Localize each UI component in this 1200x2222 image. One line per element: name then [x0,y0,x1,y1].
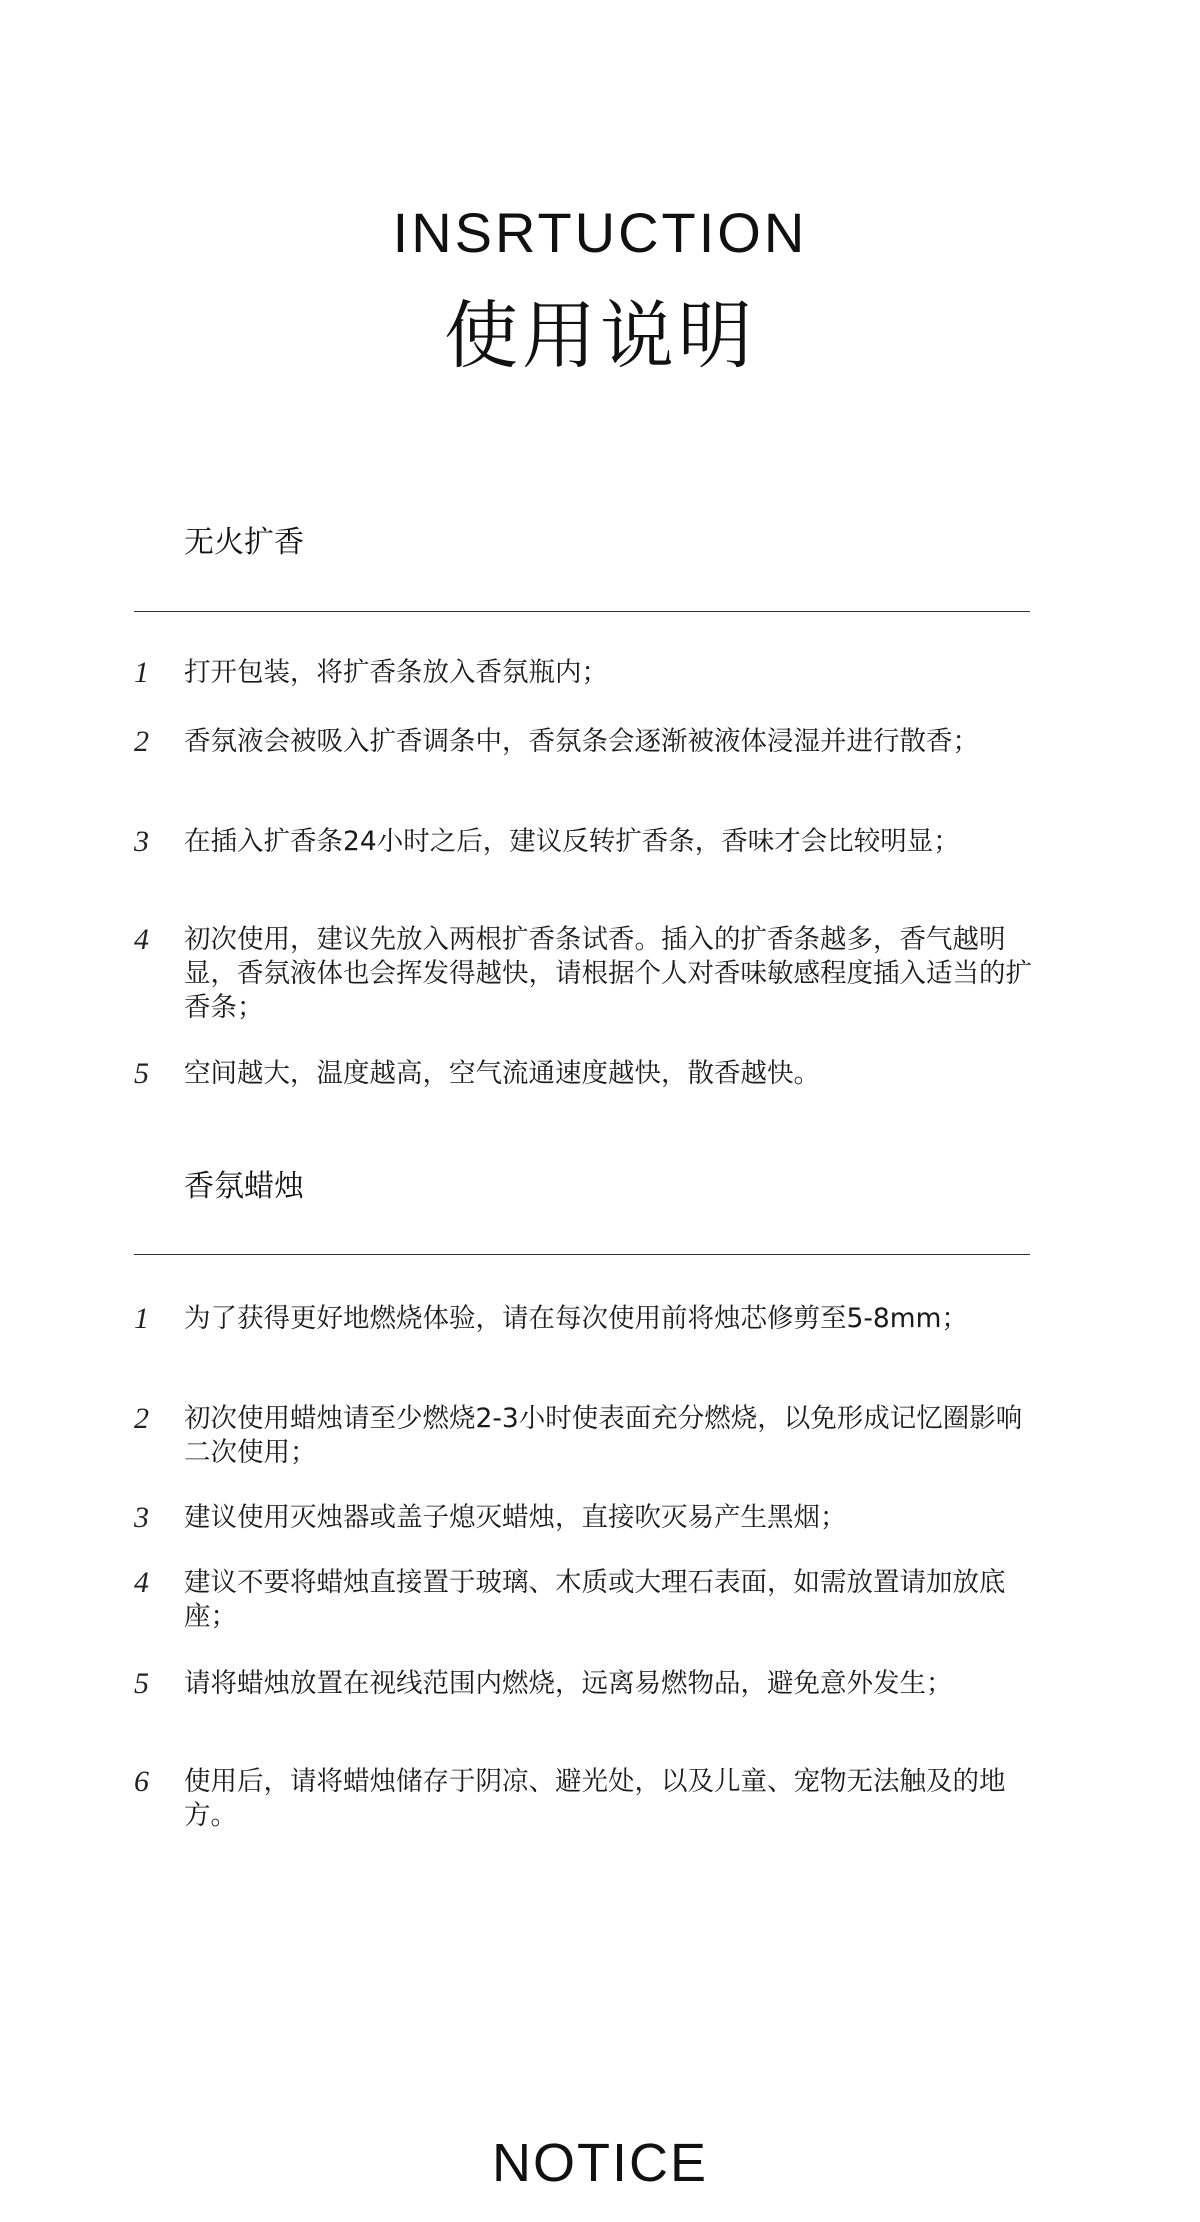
item-text: 建议不要将蜡烛直接置于玻璃、木质或大理石表面，如需放置请加放底座； [184,1567,1006,1632]
section-divider [134,1254,1030,1255]
list-item [134,825,1044,859]
list-item [134,1765,1044,1833]
item-text: 空间越大，温度越高，空气流通速度越快，散香越快。 [184,1058,820,1089]
item-text: 为了获得更好地燃烧体验，请在每次使用前将烛芯修剪至5-8mm； [184,1303,968,1334]
item-text: 请将蜡烛放置在视线范围内燃烧，远离易燃物品，避免意外发生； [184,1668,953,1699]
item-number: 6 [134,1765,149,1798]
item-number: 3 [134,825,149,858]
item-text: 打开包装，将扩香条放入香氛瓶内； [184,657,608,688]
section-divider [134,611,1030,612]
item-number: 4 [134,1566,149,1599]
list-item [134,1501,1044,1535]
item-text: 初次使用蜡烛请至少燃烧2-3小时使表面充分燃烧，以免形成记忆圈影响二次使用； [184,1403,1023,1468]
item-number: 2 [134,725,149,758]
item-text: 使用后，请将蜡烛储存于阴凉、避光处，以及儿童、宠物无法触及的地方。 [184,1766,1006,1831]
item-text: 香氛液会被吸入扩香调条中，香氛条会逐渐被液体浸湿并进行散香； [184,726,979,757]
notice-heading: NOTICE [491,2133,708,2193]
section-title: 无火扩香 [184,525,304,560]
list-item [134,1302,1044,1336]
list-item [134,1057,1044,1091]
item-number: 1 [134,1302,149,1335]
list-item [134,656,1044,690]
item-number: 5 [134,1057,149,1090]
page-title-en: INSRTUCTION [392,201,808,264]
item-number: 3 [134,1501,149,1534]
section-title: 香氛蜡烛 [184,1169,304,1204]
item-number: 5 [134,1667,149,1700]
item-text: 建议使用灭烛器或盖子熄灭蜡烛，直接吹灭易产生黑烟； [184,1502,847,1533]
list-item [134,1667,1044,1701]
item-text: 在插入扩香条24小时之后，建议反转扩香条，香味才会比较明显； [184,826,960,857]
list-item [134,923,1044,1025]
page-title-zh: 使用说明 [444,293,756,379]
list-item [134,1402,1044,1470]
item-number: 2 [134,1402,149,1435]
list-item [134,1566,1044,1634]
list-item [134,725,1044,759]
item-number: 4 [134,923,149,956]
item-text: 初次使用，建议先放入两根扩香条试香。插入的扩香条越多，香气越明显，香氛液体也会挥发得越快，请根据个人对香味敏感程度插入适当的扩香条； [184,924,1032,1023]
item-number: 1 [134,656,149,689]
